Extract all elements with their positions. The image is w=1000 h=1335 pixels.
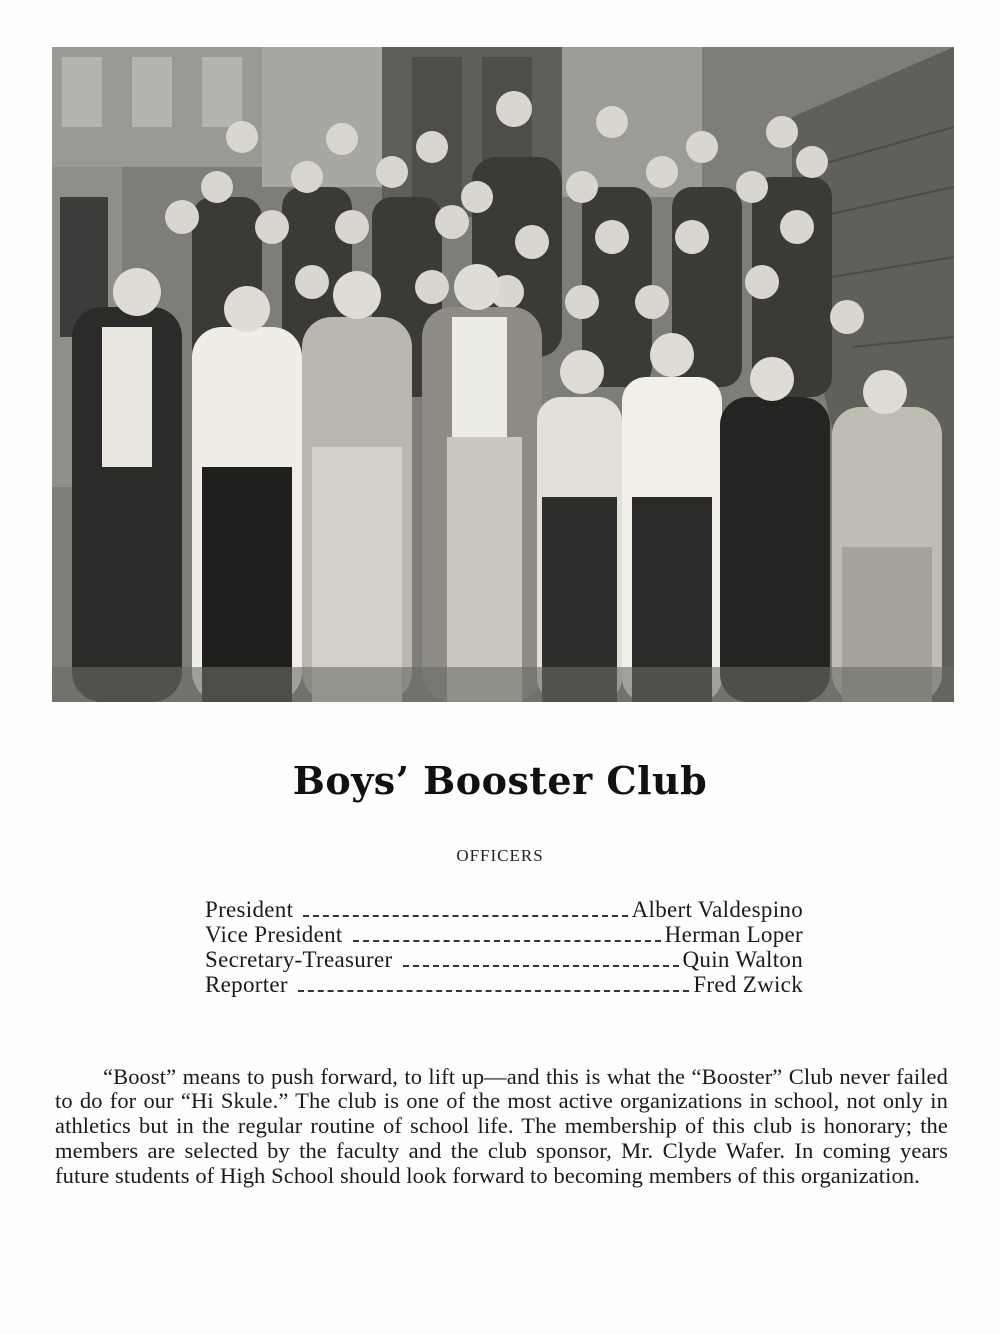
officers-list (205, 897, 803, 997)
officer-name: Fred Zwick (693, 972, 803, 997)
officer-name: Herman Loper (664, 922, 803, 947)
officer-row (205, 947, 803, 972)
officer-row (205, 897, 803, 922)
officer-row (205, 922, 803, 947)
officer-name: Quin Walton (682, 947, 803, 972)
officers-heading: OFFICERS (456, 846, 544, 865)
dotted-leader (298, 990, 689, 992)
officer-role: Reporter (205, 972, 288, 997)
officer-row (205, 972, 803, 997)
dotted-leader (353, 940, 661, 942)
dotted-leader (403, 965, 679, 967)
group-photo-illustration (52, 47, 954, 702)
dotted-leader (303, 915, 627, 917)
page-title: Boys’ Booster Club (292, 758, 708, 803)
officer-role: Vice President (205, 922, 343, 947)
group-photo (52, 47, 954, 702)
officer-role: President (205, 897, 294, 922)
officer-role: Secretary-Treasurer (205, 947, 393, 972)
description-paragraph: “Boost” means to push forward, to lift up—and this is what the “Booster” Club never failed to do for our “Hi Skule.” The club is one of the most active organizations in school, not only in athletics but in the regular routine of school life. The membership of this club is honorary; the members are selected by the faculty and the club sponsor, Mr. Clyde Wafer. In coming years future students of High School should look forward to becoming members of this organization. (55, 1063, 948, 1188)
officer-name: Albert Valdespino (631, 897, 803, 922)
